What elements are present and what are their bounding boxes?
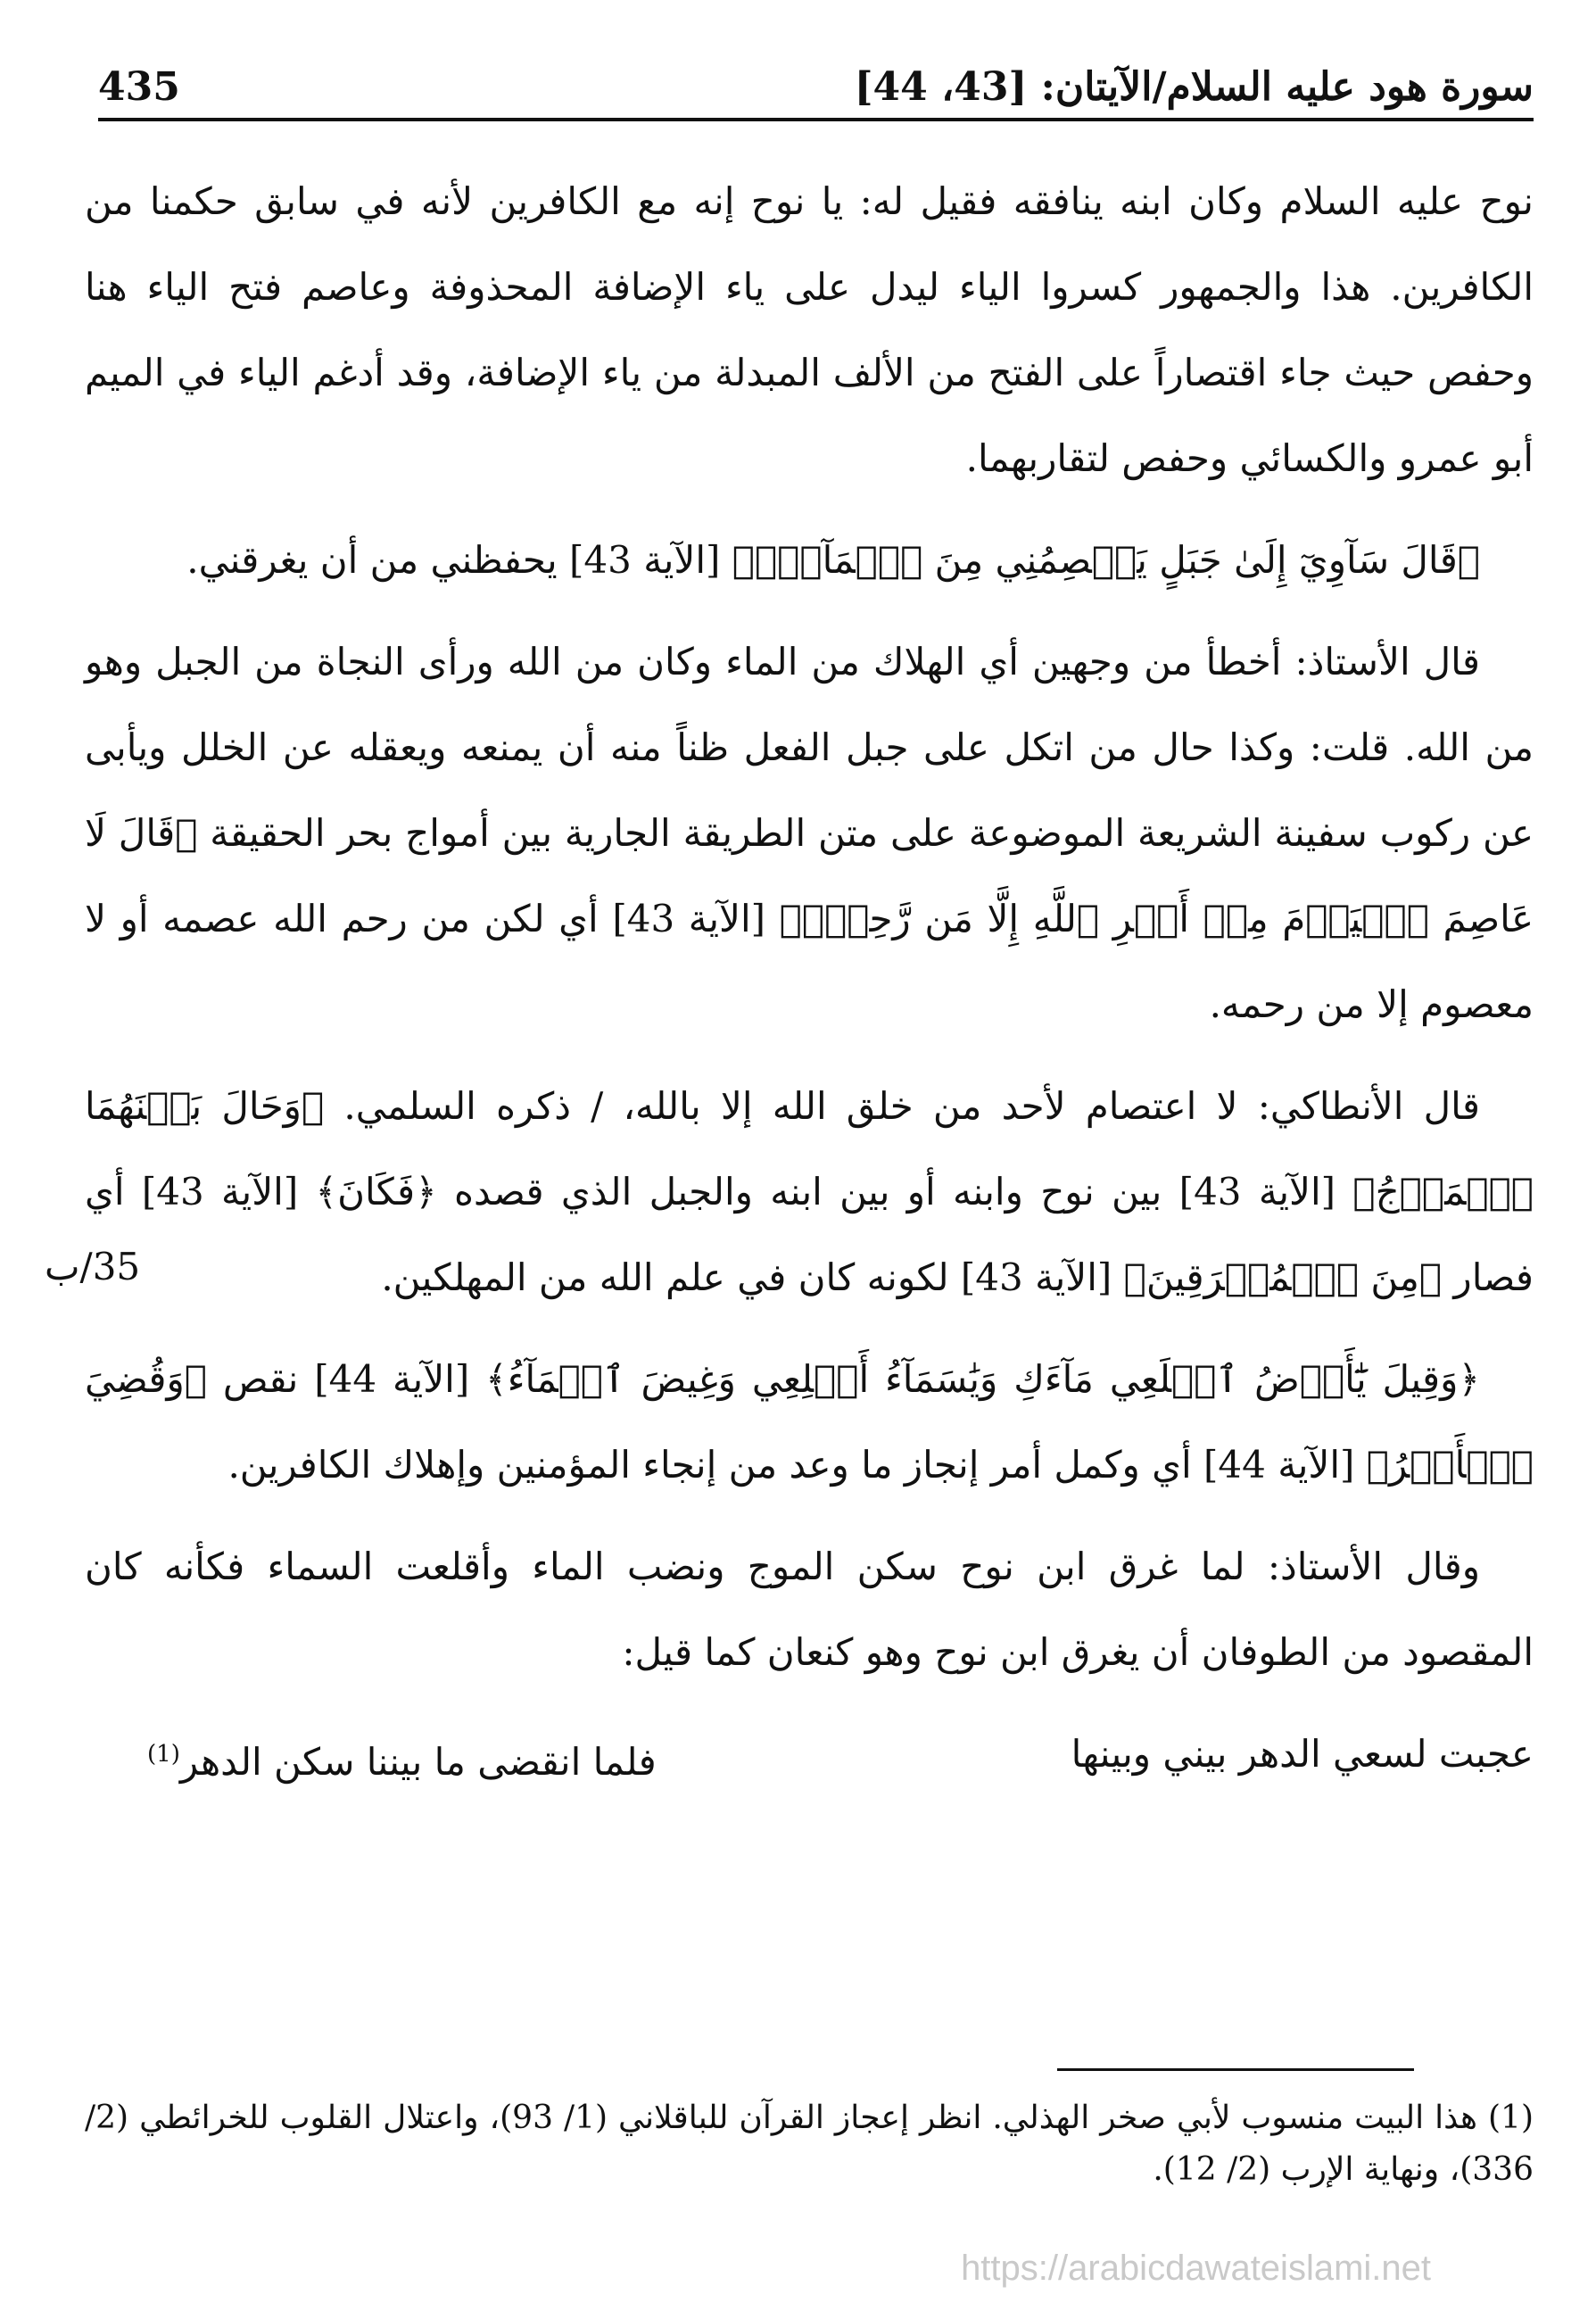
margin-note: 35/ب [45, 1245, 141, 1288]
paragraph: ﴿قَالَ سَآوِيٓ إِلَىٰ جَبَلٍ يَعۡصِمُنِي مِنَ ٱلۡمَآءِۚ﴾ [الآية 43] يحفظني من أن يغرقني. [186, 538, 1480, 582]
paragraph: قال الأنطاكي: لا اعتصام لأحد من خلق الله إلا بالله، / ذكره السلمي. ﴿وَحَالَ بَيۡنَهُمَا ٱلۡمَوۡجُ﴾ [الآية 43] بين نوح وابنه أو بين ابنه والجبل الذي قصده ﴿فَكَانَ﴾ [الآية 43] أي فصار ﴿مِنَ ٱلۡمُغۡرَقِينَ﴾ [الآية 43] لكونه كان في علم الله من المهلكين. [85, 1084, 1534, 1299]
main-text [85, 159, 1534, 1805]
paragraph: قال الأستاذ: أخطأ من وجهين أي الهلاك من الماء وكان من الله ورأى النجاة من الجبل وهو من الله. قلت: وكذا حال من اتكل على جبل الفعل ظناً منه أن يمنعه ويعقله عن الخلل ويأبى عن ركوب سفينة الشريعة الموضوعة على متن الطريقة الجارية بين أمواج بحر الحقيقة ﴿قَالَ لَا عَاصِمَ ٱلۡيَوۡمَ مِنۡ أَمۡرِ ٱللَّهِ إِلَّا مَن رَّحِمَۚ﴾ [الآية 43] أي لكن من رحم الله عصمه أو لا معصوم إلا من رحمه. [85, 640, 1534, 1026]
footnotes [85, 2092, 1534, 2196]
page-header [98, 55, 1534, 121]
poem-verse [85, 1711, 1534, 1805]
footnote: (1) هذا البيت منسوب لأبي صخر الهذلي. انظر إعجاز القرآن للباقلاني (1/ 93)، واعتلال القلوب للخرائطي (2/ 336)، ونهاية الإرب (2/ 12). [85, 2100, 1534, 2188]
running-title: سورة هود عليه السلام/الآيتان: [43، 44] [854, 63, 1534, 110]
paragraph: وقال الأستاذ: لما غرق ابن نوح سكن الموج ونضب الماء وأقلعت السماء فكأنه كان المقصود من الطوفان أن يغرق ابن نوح وهو كنعان كما قيل: [85, 1545, 1534, 1674]
footnote-marker: (1) [147, 1741, 180, 1768]
poem-first-hemistich: عجبت لسعي الدهر بيني وبينها [1071, 1732, 1534, 1776]
paragraph: ﴿وَقِيلَ يَٰٓأَرۡضُ ٱبۡلَعِي مَآءَكِ وَيَٰسَمَآءُ أَقۡلِعِي وَغِيضَ ٱلۡمَآءُ﴾ [الآية 44] نقص ﴿وَقُضِيَ ٱلۡأَمۡرُ﴾ [الآية 44] أي وكمل أمر إنجاز ما وعد من إنجاء المؤمنين وإهلاك الكافرين. [85, 1357, 1534, 1487]
poem-second-hemistich: فلما انقضى ما بيننا سكن الدهر$^{(1)}$ [147, 1740, 657, 1784]
watermark: https://arabicdawateislami.net [961, 2249, 1431, 2288]
paragraph: نوح عليه السلام وكان ابنه ينافقه فقيل له: يا نوح إنه مع الكافرين لأنه في سابق حكمنا من الكافرين. هذا والجمهور كسروا الياء ليدل على ياء الإضافة المحذوفة وعاصم فتح الياء هنا وحفص حيث جاء اقتصاراً على الفتح من الألف المبدلة من ياء الإضافة، وقد أدغم الياء في الميم أبو عمرو والكسائي وحفص لتقاربهما. [85, 179, 1534, 480]
footnote-divider [1057, 2068, 1414, 2071]
page-number: 435 [98, 63, 180, 110]
